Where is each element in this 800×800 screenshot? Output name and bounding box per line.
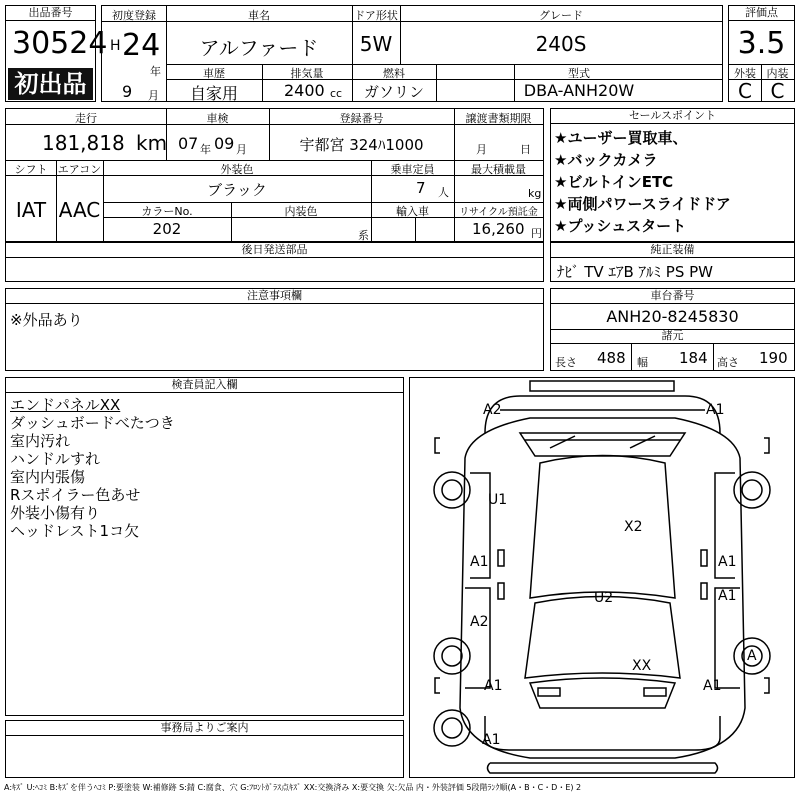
damage-mark-a2-left-rear: A2 (470, 614, 489, 630)
grade: 240S (535, 32, 587, 56)
inspector-label: 検査員記入欄 (6, 378, 403, 393)
recycle-value: 16,260 (472, 220, 525, 238)
max-load-unit: kg (528, 187, 542, 200)
transfer-label: 譲渡書類期限 (465, 112, 532, 125)
score-label: 評価点 (729, 6, 794, 21)
inspection-year: 07 (178, 134, 199, 153)
first-reg-month: 9 (122, 82, 133, 101)
fuel-type: ガソリン (363, 83, 424, 101)
damage-mark-u1: U1 (488, 492, 508, 508)
damage-mark-a1-right-door: A1 (718, 554, 737, 570)
score-box (728, 5, 795, 102)
car-outline-diagram (410, 378, 794, 777)
shift-label: シフト (14, 163, 48, 176)
inspector-note: 室内内張傷 (10, 468, 86, 486)
lot-number-box (5, 5, 108, 102)
displacement-value: 2400 (284, 81, 325, 100)
int-color-label: 内装色 (284, 205, 318, 218)
first-reg-year-unit: 年 (150, 65, 161, 78)
damage-mark-a1-front: A1 (706, 402, 725, 418)
exterior-color: ブラック (207, 181, 267, 199)
sales-point: ★両側パワースライドドア (554, 195, 731, 213)
inspection-month-unit: 月 (236, 143, 247, 156)
reg-no-label: 登録番号 (339, 112, 384, 125)
door-type: 5W (359, 32, 393, 56)
sales-point: ★ビルトインETC (554, 173, 674, 191)
grade-label: グレード (539, 9, 583, 22)
inspection-label: 車検 (206, 112, 229, 125)
inspector-note: ダッシュボードべたつき (10, 414, 175, 432)
shift-type: IAT (15, 198, 47, 222)
length-label: 長さ (555, 356, 577, 369)
inspection-year-unit: 年 (200, 143, 211, 156)
damage-mark-a1-left-door: A1 (470, 554, 489, 570)
recycle-unit: 円 (531, 227, 542, 240)
recycle-label: リサイクル預託金 (459, 207, 538, 218)
sales-points-label: セールスポイント (551, 109, 794, 124)
max-load-label: 最大積載量 (471, 163, 526, 176)
first-reg-month-unit: 月 (148, 89, 159, 102)
inspection-month: 09 (214, 134, 235, 153)
transfer-month-unit: 月 (476, 143, 487, 156)
damage-mark-a-wheel: A (747, 648, 757, 664)
car-name: アルファード (199, 36, 319, 60)
chassis-box (550, 288, 795, 371)
first-reg-era: H (110, 38, 121, 54)
first-reg-year: 24 (122, 28, 161, 63)
width-value: 184 (679, 349, 708, 367)
later-parts-box (5, 242, 544, 282)
sales-points-list (554, 127, 731, 237)
damage-diagram-box (409, 377, 795, 778)
details-box (5, 108, 544, 242)
width-label: 幅 (637, 356, 648, 369)
import-label: 輸入車 (396, 205, 429, 218)
length-value: 488 (597, 349, 626, 367)
office-notice-box (5, 720, 404, 778)
equipment-box (550, 242, 795, 282)
vehicle-history: 自家用 (189, 84, 238, 103)
inspector-note: 室内汚れ (10, 432, 71, 450)
specs-label: 諸元 (551, 329, 794, 344)
registration-number: 宇都宮 324ﾊ1000 (299, 136, 424, 154)
overall-score: 3.5 (737, 26, 786, 61)
sales-point: ★プッシュスタート (554, 217, 687, 235)
exterior-score: C (738, 79, 752, 103)
lot-number: 30524 (12, 26, 108, 61)
displacement-unit: cc (330, 87, 343, 100)
aircon-type: AAC (58, 198, 101, 222)
equipment-label: 純正装備 (551, 243, 794, 258)
chassis-label: 車台番号 (551, 289, 794, 304)
inspector-note: ヘッドレスト1コ欠 (10, 522, 140, 540)
aircon-label: エアコン (57, 163, 102, 176)
capacity-unit: 人 (438, 186, 449, 199)
color-number: 202 (152, 220, 182, 238)
exterior-label: 外装 (734, 67, 756, 80)
first-listing-badge: 初出品 (8, 68, 93, 100)
inspector-notes (10, 396, 175, 540)
office-notice-label: 事務局よりご案内 (6, 721, 403, 736)
door-label: ドア形状 (354, 9, 398, 22)
caution-box (5, 288, 544, 371)
capacity-value: 7 (416, 179, 426, 197)
damage-mark-x2: X2 (624, 519, 643, 535)
damage-mark-a1-left-bottom: A1 (484, 678, 503, 694)
history-label: 車歴 (203, 67, 225, 80)
transfer-day-unit: 日 (520, 143, 531, 156)
height-label: 高さ (717, 356, 739, 369)
int-color-unit: 系 (358, 229, 369, 242)
damage-mark-xx: XX (632, 658, 652, 674)
damage-mark-a2-front: A2 (483, 402, 502, 418)
sales-points-box (550, 108, 795, 242)
color-no-label: カラーNo. (141, 205, 193, 218)
legend-text: A:ｷｽﾞ U:ﾍｺﾐ B:ｷｽﾞを伴うﾍｺﾐ P:要塗装 W:補修跡 S:錆 C:腐食、穴 G:ﾌﾛﾝﾄｶﾞﾗｽ点ｷｽﾞ XX:交換済み X:要交換 欠:欠品 内・外装評価 5段階ﾗﾝｸ順(A・B・C・D・E) 2 (4, 783, 582, 792)
ext-color-label: 外装色 (220, 163, 254, 176)
sales-point: ★ユーザー買取車、 (554, 129, 688, 147)
car-name-label: 車名 (248, 9, 270, 22)
mileage-value: 181,818 (42, 131, 125, 155)
interior-label: 内装 (766, 67, 789, 80)
caution-text: ※外品あり (10, 311, 83, 329)
inspector-note: ハンドルすれ (10, 450, 101, 468)
sales-point: ★バックカメラ (554, 151, 658, 169)
mileage-label: 走行 (75, 112, 97, 125)
later-parts-label: 後日発送部品 (6, 243, 543, 258)
damage-mark-a1-right-rear: A1 (718, 588, 737, 604)
height-value: 190 (759, 349, 788, 367)
inspector-note: エンドパネルXX (10, 396, 121, 414)
caution-label: 注意事項欄 (6, 289, 543, 304)
capacity-label: 乗車定員 (390, 163, 435, 176)
inspector-note: 外装小傷有り (10, 504, 101, 522)
chassis-number: ANH20-8245830 (606, 307, 739, 326)
lot-number-label: 出品番号 (6, 6, 95, 21)
damage-mark-a1-spare: A1 (482, 732, 501, 748)
mileage-unit: km (136, 131, 168, 155)
displacement-label: 排気量 (290, 67, 324, 80)
damage-mark-u2: U2 (594, 590, 614, 606)
fuel-label: 燃料 (383, 67, 405, 80)
inspector-note: Rスポイラー色あせ (10, 486, 141, 504)
model-code: DBA-ANH20W (523, 81, 635, 100)
first-reg-label: 初度登録 (112, 9, 156, 22)
model-label: 型式 (568, 67, 590, 80)
vehicle-header-box (101, 5, 723, 102)
inspector-box (5, 377, 404, 716)
standard-equipment: ﾅﾋﾞ TV ｴｱB ｱﾙﾐ PS PW (557, 263, 713, 281)
interior-score: C (770, 79, 785, 103)
damage-mark-a1-right-bottom: A1 (703, 678, 722, 694)
